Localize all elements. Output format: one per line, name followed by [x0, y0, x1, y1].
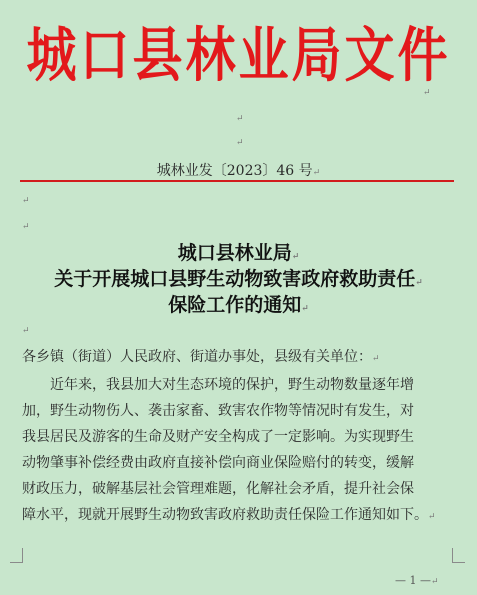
body-paragraph — [22, 372, 460, 528]
document-title-line-3 — [0, 290, 477, 317]
body-line-4: 动物肇事补偿经费由政府直接补偿向商业保险赔付的转变，缓解 — [22, 455, 414, 471]
paragraph-mark: ↵ — [236, 138, 244, 148]
document-title-line-1 — [0, 238, 477, 265]
title-line-2-text: 关于开展城口县野生动物致害政府救助责任 — [54, 268, 416, 290]
salutation-text: 各乡镇（街道）人民政府、街道办事处，县级有关单位： — [22, 349, 372, 365]
paragraph-mark: ↵ — [291, 252, 300, 262]
paragraph-mark: ↵ — [236, 114, 244, 124]
document-title-line-2 — [0, 264, 477, 291]
paragraph-mark: ↵ — [22, 196, 30, 206]
crop-mark-right — [452, 548, 465, 563]
body-line-5: 财政压力，破解基层社会管理难题，化解社会矛盾，提升社会保 — [22, 481, 414, 497]
body-line-2: 加，野生动物伤人、袭击家畜、致害农作物等情况时有发生，对 — [22, 403, 414, 419]
body-line-6 — [22, 502, 460, 528]
paragraph-mark: ↵ — [372, 354, 380, 364]
paragraph-mark: ↵ — [22, 326, 30, 336]
body-line-6-text: 障水平，现就开展野生动物致害政府救助责任保险工作通知如下。 — [22, 507, 428, 523]
paragraph-mark: ↵ — [312, 168, 321, 178]
document-number-text: 城林业发〔2023〕46 号 — [156, 163, 313, 179]
page-number-text: — 1 — — [395, 574, 431, 587]
title-line-1-text: 城口县林业局 — [177, 242, 292, 264]
paragraph-mark: ↵ — [301, 304, 309, 314]
crop-mark-left — [10, 548, 23, 563]
salutation — [22, 344, 460, 370]
paragraph-mark: ↵ — [431, 577, 439, 587]
paragraph-mark: ↵ — [428, 512, 436, 522]
body-line-1: 近年来，我县加大对生态环境的保护，野生动物数量逐年增 — [50, 377, 414, 393]
body-line-3: 我县居民及游客的生命及财产安全构成了一定影响。为实现野生 — [22, 429, 414, 445]
paragraph-mark: ↵ — [423, 88, 431, 98]
paragraph-mark: ↵ — [415, 278, 423, 288]
title-line-3-text: 保险工作的通知 — [168, 294, 302, 316]
red-divider-line — [20, 180, 454, 182]
page-number — [395, 574, 439, 587]
document-number — [0, 160, 477, 180]
paragraph-mark: ↵ — [22, 222, 30, 232]
document-header-title: 城口县林业局文件 — [26, 21, 451, 90]
